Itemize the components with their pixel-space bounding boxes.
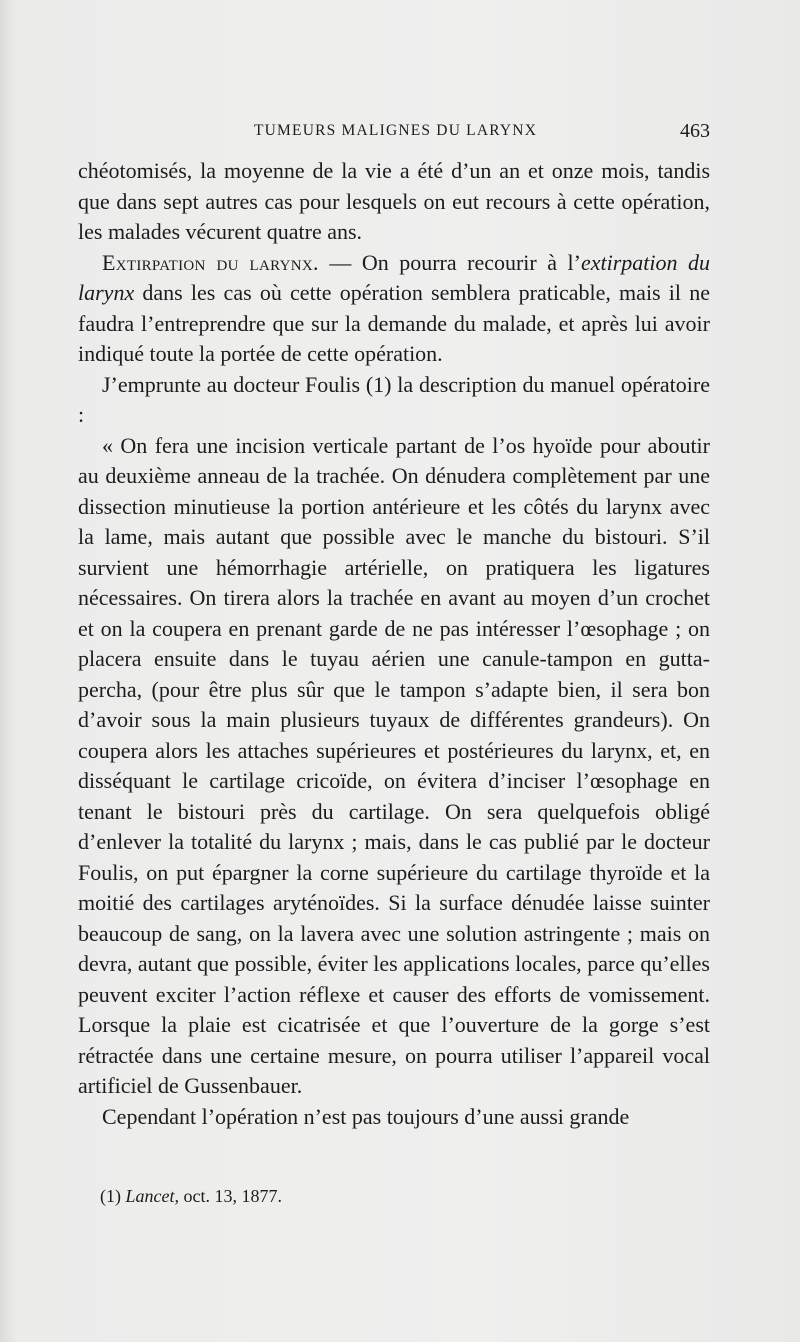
body-text [78,156,710,1132]
page-header [78,120,710,146]
paragraph-extirpation [78,248,710,370]
paragraph-cependant: Cependant l’opération n’est pas toujours d’une aussi grande [102,1103,630,1129]
paragraph-foulis: J’emprunte au docteur Foulis (1) la description du manuel opératoire : [78,371,710,427]
footnote [100,1184,700,1208]
paragraph-continued: chéotomisés, la moyenne de la vie a été d’un an et onze mois, tandis que dans sept autres cas pour lesquels on eut recours à cette opération, les malades vécurent quatre ans. [78,158,710,244]
running-title: TUMEURS MALIGNES DU LARYNX [254,122,538,139]
paragraph-text: dans les cas où cette opération semblera praticable, mais il ne faudra l’entreprendre que sur la demande du malade, et après lui avoir indiqué toute la portée de cette opération. [78,280,710,366]
footnote-text: oct. 13, 1877. [179,1186,282,1206]
footnote-marker: (1) [100,1186,126,1206]
footnote-source: Lancet, [125,1186,179,1206]
paragraph-quotation: « On fera une incision verticale partant de l’os hyoïde pour aboutir au deuxième anneau de la trachée. On dénudera complètement par une dissection minutieuse la portion antérieure et les côtés du larynx avec la lame, mais autant que possible avec le manche du bistouri. S’il survient une hémorrhagie artérielle, on pratiquera les ligatures nécessaires. On tirera alors la trachée en avant au moyen d’un crochet et on la coupera en prenant garde de ne pas intéresser l’œsophage ; on placera ensuite dans le tuyau aérien une canule-tampon en gutta-percha, (pour être plus sûr que le tampon s’adapte bien, il sera bon d’avoir sous la main plusieurs tuyaux de différentes grandeurs). On coupera alors les attaches supérieures et postérieures du larynx, et, en disséquant le cartilage cricoïde, on évitera d’inciser l’œsophage en tenant le bistouri près du cartilage. On sera quelquefois obligé d’enlever la totalité du larynx ; mais, dans le cas publié par le docteur Foulis, on put épargner la corne supérieure du cartilage thyroïde et la moitié des cartilages aryténoïdes. Si la surface dénudée laisse suinter beaucoup de sang, on la lavera avec une solution astringente ; mais on devra, autant que possible, éviter les applications locales, parce qu’elles peuvent exciter l’action réflexe et causer des efforts de vomissement. Lorsque la plaie est cicatrisée et que l’ouverture de la gorge s’est rétractée dans une certaine mesure, on pourra utiliser l’appareil vocal artificiel de Gussenbauer. [78,432,710,1098]
section-heading: Extirpation du larynx. [102,249,319,275]
page-number: 463 [680,120,710,142]
italic-term: extirpation du larynx [78,249,710,305]
heading-dash-text: — On pourra recourir à l’ [318,249,581,275]
